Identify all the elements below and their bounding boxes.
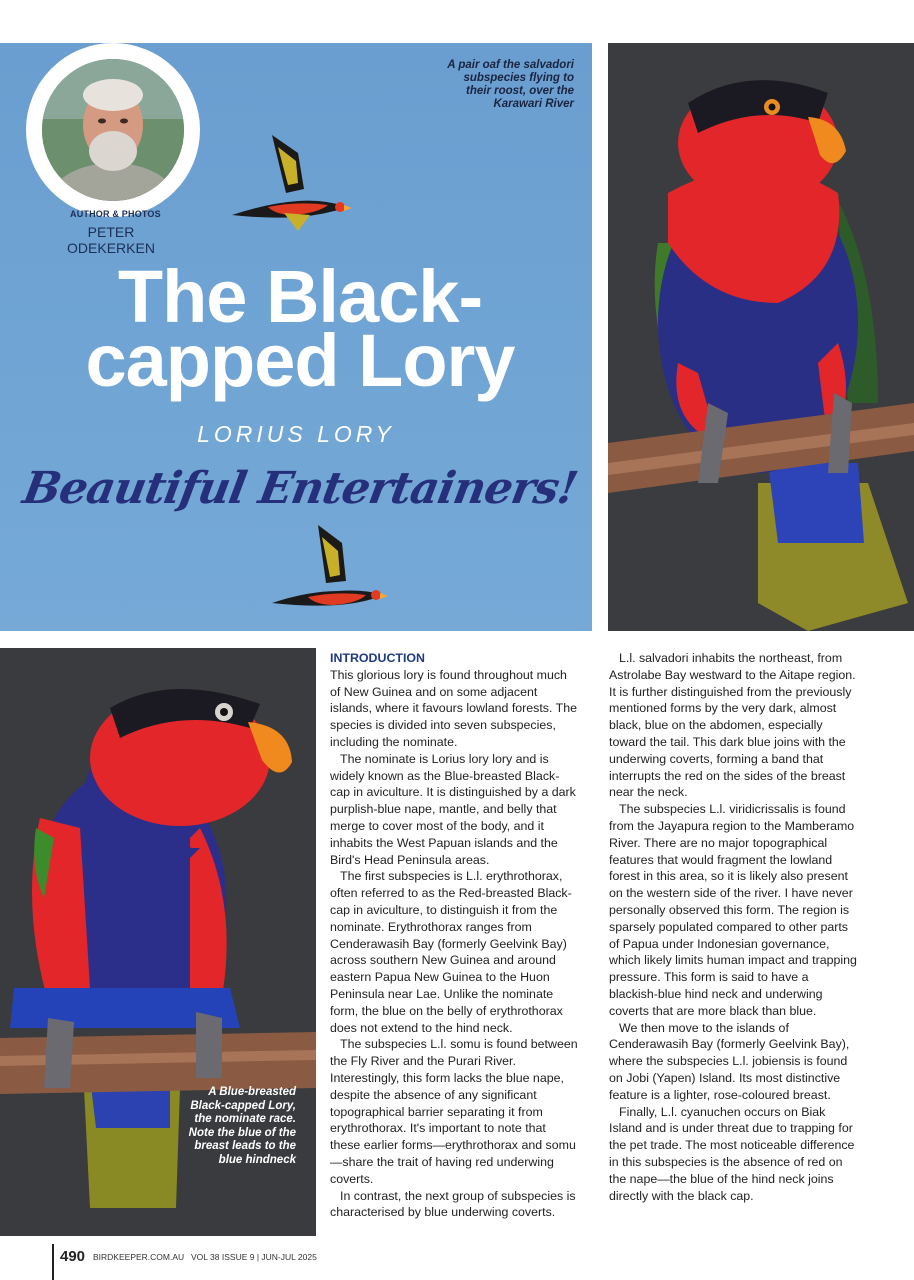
paragraph: We then move to the islands of Cenderawasih Bay (formerly Geelvink Bay), where the subspecies L.l. jobiensis is found on Jobi (Yapen) Island. Its most distinctive feature is a lighter, rose-coloured breast. — [609, 1020, 850, 1102]
scientific-name: LORIUS LORY — [197, 421, 395, 447]
article-title — [40, 255, 560, 402]
footer-divider — [52, 1244, 54, 1280]
blue-breasted-lory-photo — [0, 648, 316, 1236]
lory-perched-photo — [608, 43, 914, 631]
title-line-2: capped Lory — [85, 319, 515, 402]
paragraph: The nominate is Lorius lory lory and is widely known as the Blue-breasted Black-cap in aviculture. It is distinguished by a dark purplish-blue nape, mantle, and belly that merge to cover most of the body, and it inhabits the West Papuan islands and the Bird's Head Peninsula areas. — [330, 751, 576, 867]
article-tagline: Beautiful Entertainers! — [19, 463, 581, 514]
article-column-1 — [330, 650, 578, 1221]
footer-issue-info: VOL 38 ISSUE 9 | JUN-JUL 2025 — [191, 1252, 317, 1262]
section-heading-introduction: INTRODUCTION — [330, 651, 425, 665]
paragraph: Finally, L.l. cyanuchen occurs on Biak Island and is under threat due to trapping for the pet trade. The most noticeable difference in this subspecies is the absence of red on the nape—the blue of the hind neck joins directly with the black cap. — [609, 1104, 855, 1203]
flying-lory-lower — [268, 523, 388, 619]
paragraph: This glorious lory is found throughout much of New Guinea and on some adjacent islands, where it favours lowland forests. The species is divided into seven subspecies, including the nominate. — [330, 667, 578, 749]
article-column-2 — [609, 650, 857, 1204]
paragraph: In contrast, the next group of subspecies is characterised by blue underwing coverts. — [330, 1188, 576, 1220]
paragraph: L.l. salvadori inhabits the northeast, from Astrolabe Bay westward to the Aitape region. It is further distinguished from the previously mentioned forms by the very dark, almost black, blue on the abdomen, especially toward the tail. This dark blue joins with the underwing coverts, forming a band that interrupts the red on the sides of the breast near the neck. — [609, 651, 856, 800]
page-number: 490 — [60, 1248, 86, 1265]
footer-website: BIRDKEEPER.COM.AU — [93, 1252, 185, 1262]
hero-photo-caption: A pair oaf the salvadori subspecies flying to their roost, over the Karawari River — [447, 59, 574, 110]
paragraph: The subspecies L.l. somu is found between the Fly River and the Purari River. Interestingly, this form lacks the blue nape, despite the absence of any significant topographical barrier separating it from erythrothorax. It's important to note that these earlier forms—erythrothorax and somu—share the trait of having red underwing coverts. — [330, 1037, 578, 1186]
author-portrait — [42, 59, 184, 201]
paragraph: The first subspecies is L.l. erythrothorax, often referred to as the Red-breasted Black-cap in aviculture, to distinguish it from the nominate. Erythrothorax ranges from Cenderawasih Bay (formerly Geelvink Bay) across southern New Guinea and around eastern Papua New Guinea to the Huon Peninsula near Lae. Unlike the nominate form, the blue on the belly of erythrothorax does not extend to the hind neck. — [330, 869, 572, 1035]
author-first-name: PETER — [87, 224, 135, 240]
author-name — [56, 224, 166, 256]
hero-banner — [0, 43, 592, 631]
left-photo-caption: A Blue-breasted Black-capped Lory, the nominate race. Note the blue of the breast leads to the blue hindneck — [188, 1086, 296, 1166]
paragraph: The subspecies L.l. viridicrissalis is found from the Jayapura region to the Mamberamo River. There are no major topographical features that would fragment the lowland forest in this area, so it is likely also present on the western side of the river. I have never personally observed this form. The region is sparsely populated compared to other parts of Papua under Indonesian governance, which likely limits human impact and trapping pressure. This form is said to have a blackish-blue hind neck and underwing coverts that are more black than blue. — [609, 802, 857, 1018]
author-role: AUTHOR & PHOTOS — [70, 209, 161, 219]
flying-lory-upper — [228, 131, 352, 235]
title-line-1: The Black- — [117, 255, 483, 338]
author-last-name: ODEKERKEN — [67, 240, 155, 256]
